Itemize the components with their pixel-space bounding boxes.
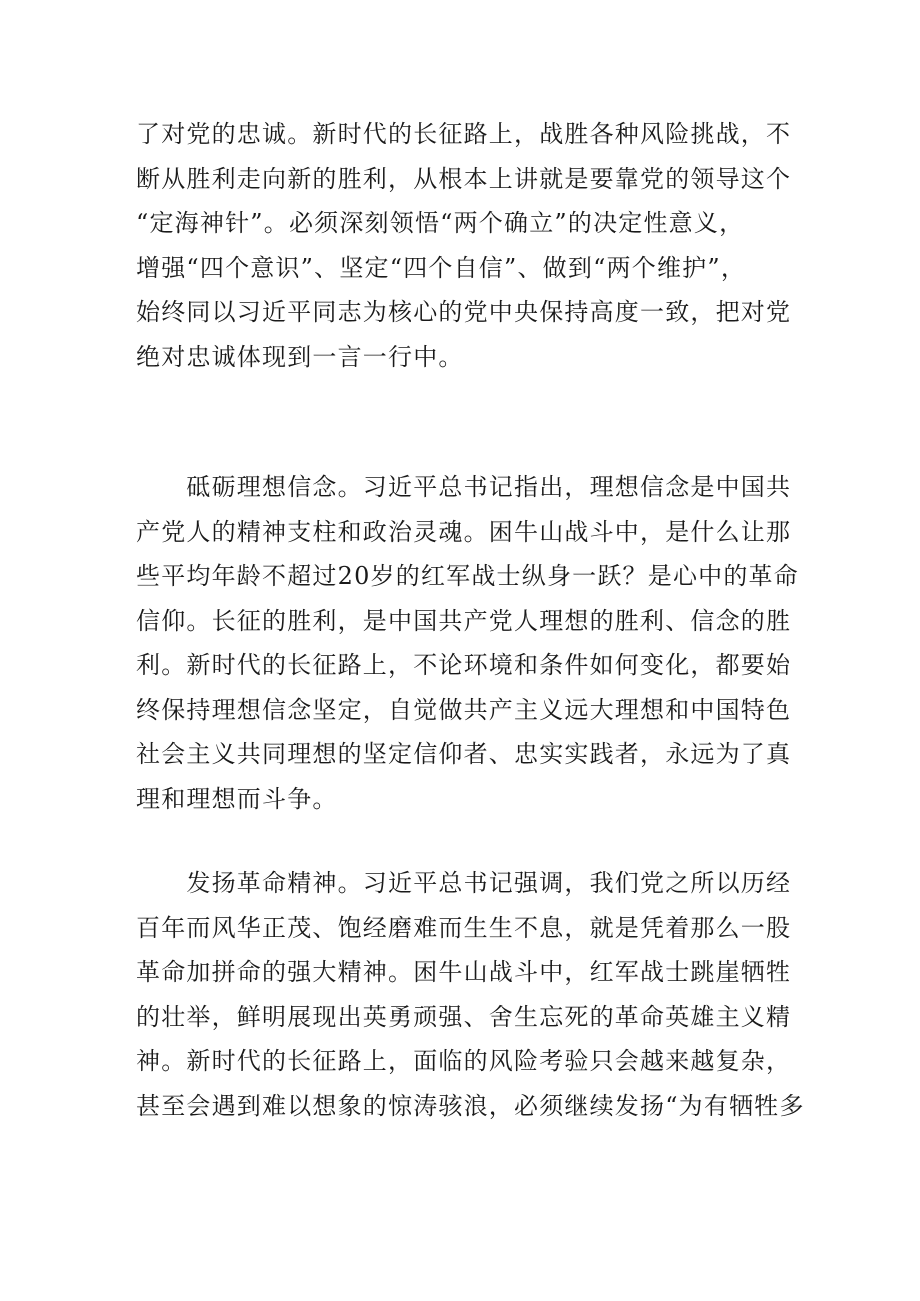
text-line: 革命加拼命的强大精神。困牛山战斗中，红军战士跳崖牺牲 xyxy=(136,958,792,986)
text-line: 了对党的忠诚。新时代的长征路上，战胜各种风险挑战，不 xyxy=(136,120,792,148)
paragraph-loyalty xyxy=(136,112,796,379)
text-line: 理和理想而斗争。 xyxy=(136,784,338,813)
text-line: 神。新时代的长征路上，面临的风险考验只会越来越复杂， xyxy=(136,1047,792,1075)
text-line: 断从胜利走向新的胜利，从根本上讲就是要靠党的领导这个 xyxy=(136,164,792,193)
text-line: 产党人的精神支柱和政治灵魂。困牛山战斗中，是什么让那 xyxy=(136,517,792,546)
text-line: 绝对忠诚体现到一言一行中。 xyxy=(136,342,464,371)
text-line: 些平均年龄不超过20岁的红军战士纵身一跃？是心中的革命 xyxy=(136,562,799,590)
paragraph-ideals xyxy=(136,465,799,821)
text-line: 百年而风华正茂、饱经磨难而生生不息，就是凭着那么一股 xyxy=(136,913,792,942)
text-line: 社会主义共同理想的坚定信仰者、忠实实践者，永远为了真 xyxy=(136,740,792,768)
text-line: 终保持理想信念坚定，自觉做共产主义远大理想和中国特色 xyxy=(136,695,792,724)
text-line: 砥砺理想信念。习近平总书记指出，理想信念是中国共 xyxy=(136,473,792,501)
paragraph-spirit xyxy=(136,861,805,1128)
text-line: 甚至会遇到难以想象的惊涛骇浪，必须继续发扬“为有牺牲多 xyxy=(136,1091,805,1120)
text-line: 发扬革命精神。习近平总书记强调，我们党之所以历经 xyxy=(136,869,792,897)
text-line: “定海神针”。必须深刻领悟“两个确立”的决定性意义， xyxy=(136,209,745,237)
text-line: 增强“四个意识”、坚定“四个自信”、做到“两个维护”， xyxy=(136,253,747,282)
text-line: 信仰。长征的胜利，是中国共产党人理想的胜利、信念的胜 xyxy=(136,606,792,635)
text-line: 的壮举，鲜明展现出英勇顽强、舍生忘死的革命英雄主义精 xyxy=(136,1002,792,1031)
text-line: 利。新时代的长征路上，不论环境和条件如何变化，都要始 xyxy=(136,651,792,679)
text-line: 始终同以习近平同志为核心的党中央保持高度一致，把对党 xyxy=(136,298,792,326)
